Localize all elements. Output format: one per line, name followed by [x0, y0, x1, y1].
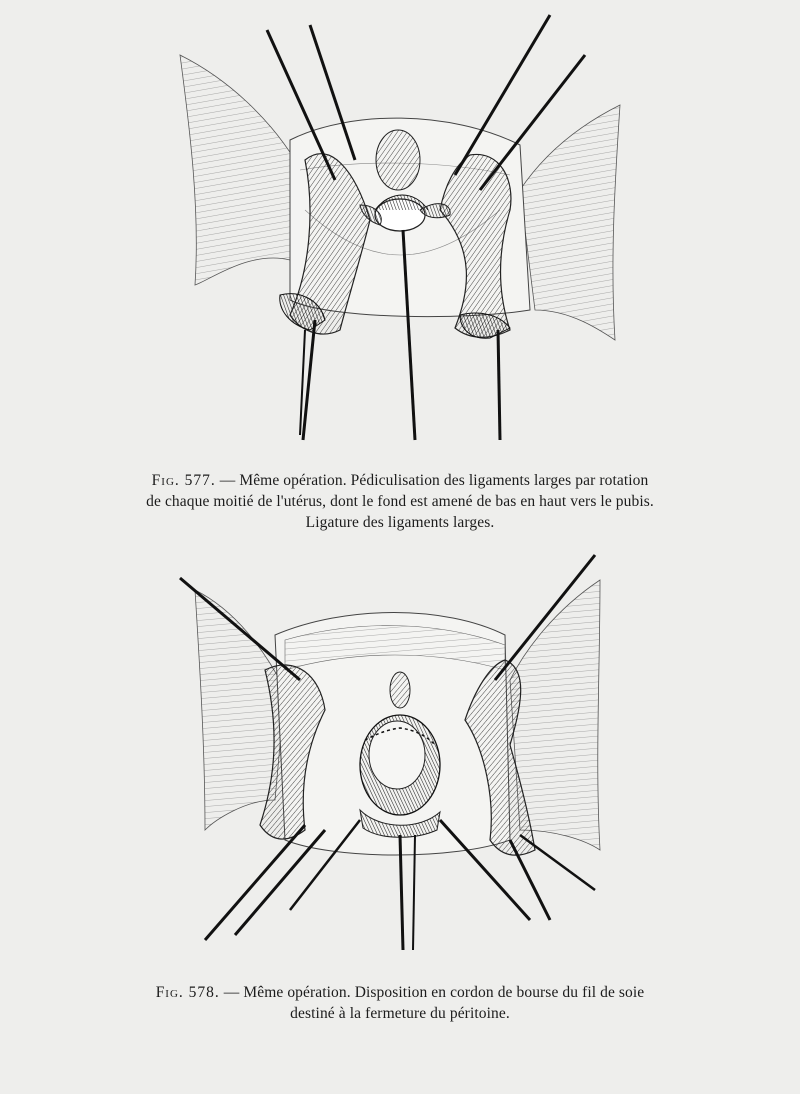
caption-line: destiné à la fermeture du péritoine.	[290, 1005, 510, 1022]
surgical-engraving-577	[170, 10, 630, 445]
figure-label: Fig. 577.	[151, 472, 216, 489]
caption-line: de chaque moitié de l'utérus, dont le fond est amené de bas en haut vers le pubis.	[146, 493, 654, 510]
figure-578-illustration	[175, 550, 625, 960]
caption-line	[110, 470, 690, 491]
figure-577-illustration	[170, 10, 630, 445]
caption-line	[120, 982, 680, 1003]
surgical-engraving-578	[175, 550, 625, 960]
caption-line: Ligature des ligaments larges.	[305, 514, 495, 531]
figure-577-caption	[110, 470, 690, 533]
caption-text: — Même opération. Pédiculisation des ligaments larges par rotation	[219, 472, 649, 489]
figure-label: Fig. 578.	[155, 984, 220, 1001]
figure-578-caption	[120, 982, 680, 1024]
caption-text: — Même opération. Disposition en cordon de bourse du fil de soie	[223, 984, 645, 1001]
